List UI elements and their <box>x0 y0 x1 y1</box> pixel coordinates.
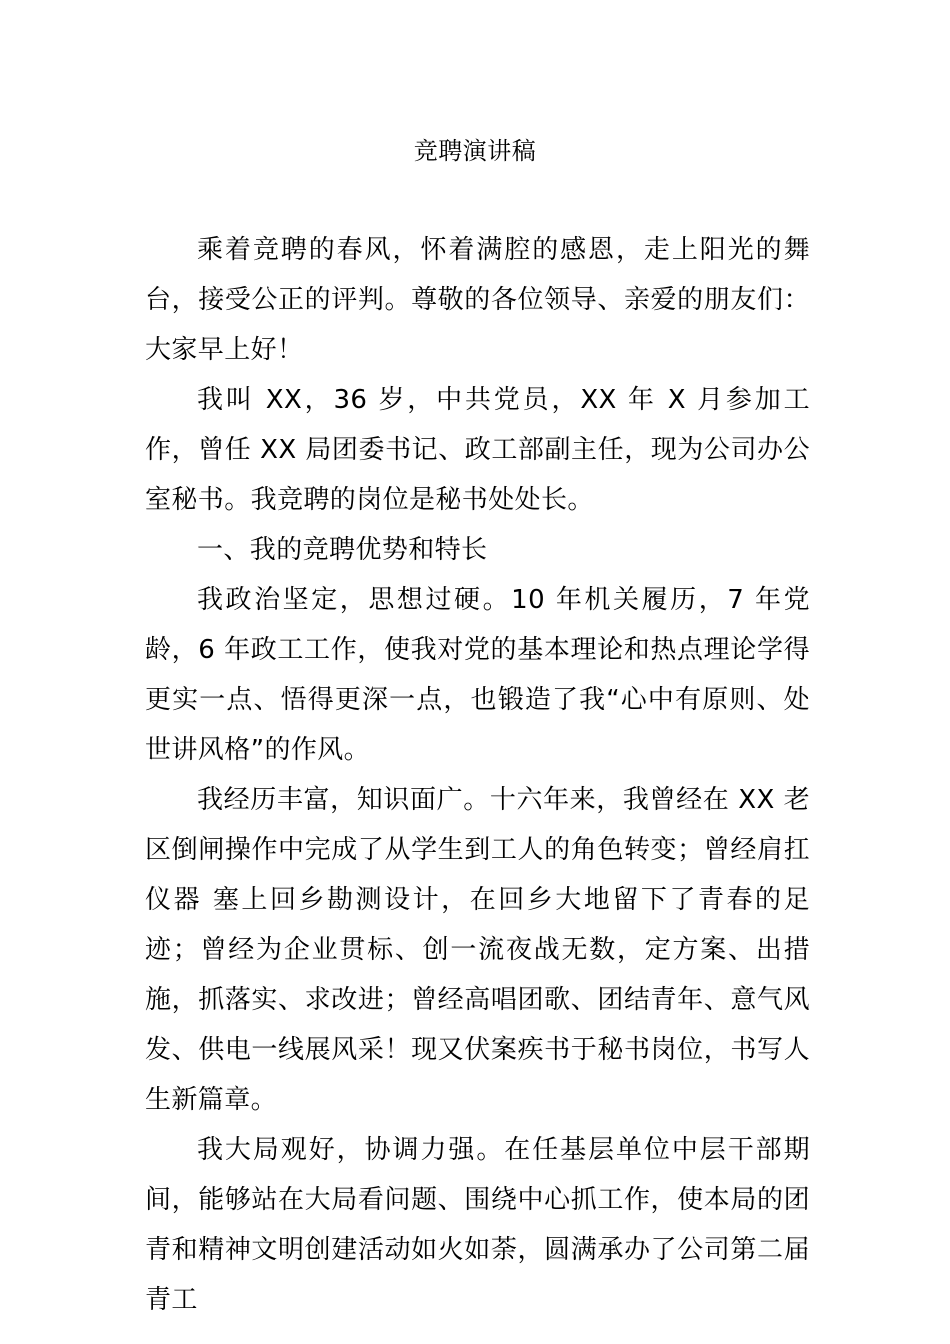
document-title: 竞聘演讲稿 <box>413 137 537 165</box>
paragraph-self-introduction: 我叫 XX，36 岁，中共党员，XX 年 X 月参加工作，曾任 XX 局团委书记、政工部副主任，现为公司办公室秘书。我竞聘的岗位是秘书处处长。 <box>145 385 810 515</box>
paragraph-greeting: 乘着竞聘的春风，怀着满腔的感恩，走上阳光的舞台，接受公正的评判。尊敬的各位领导、亲爱的朋友们：大家早上好！ <box>145 235 810 365</box>
paragraph-political-strength: 我政治坚定，思想过硬。10 年机关履历，7 年党龄，6 年政工工作，使我对党的基本理论和热点理论学得更实一点、悟得更深一点，也锻造了我“心中有原则、处世讲风格”的作风。 <box>145 585 810 765</box>
paragraph-experience: 我经历丰富，知识面广。十六年来，我曾经在 XX 老区倒闸操作中完成了从学生到工人的角色转变；曾经肩扛仪器 塞上回乡勘测设计，在回乡大地留下了青春的足迹；曾经为企业贯标、创一流夜战无数，定方案、出措施，抓落实、求改进；曾经高唱团歌、团结青年、意气风发、供电一线展风采！现又伏案疾书于秘书岗位，书写人生新篇章。 <box>145 785 810 1115</box>
document-body <box>145 225 810 1325</box>
paragraph-coordination: 我大局观好，协调力强。在任基层单位中层干部期间，能够站在大局看问题、围绕中心抓工作，使本局的团青和精神文明创建活动如火如荼，圆满承办了公司第二届青工 <box>145 1135 810 1315</box>
section-heading: 一、我的竞聘优势和特长 <box>197 535 488 565</box>
